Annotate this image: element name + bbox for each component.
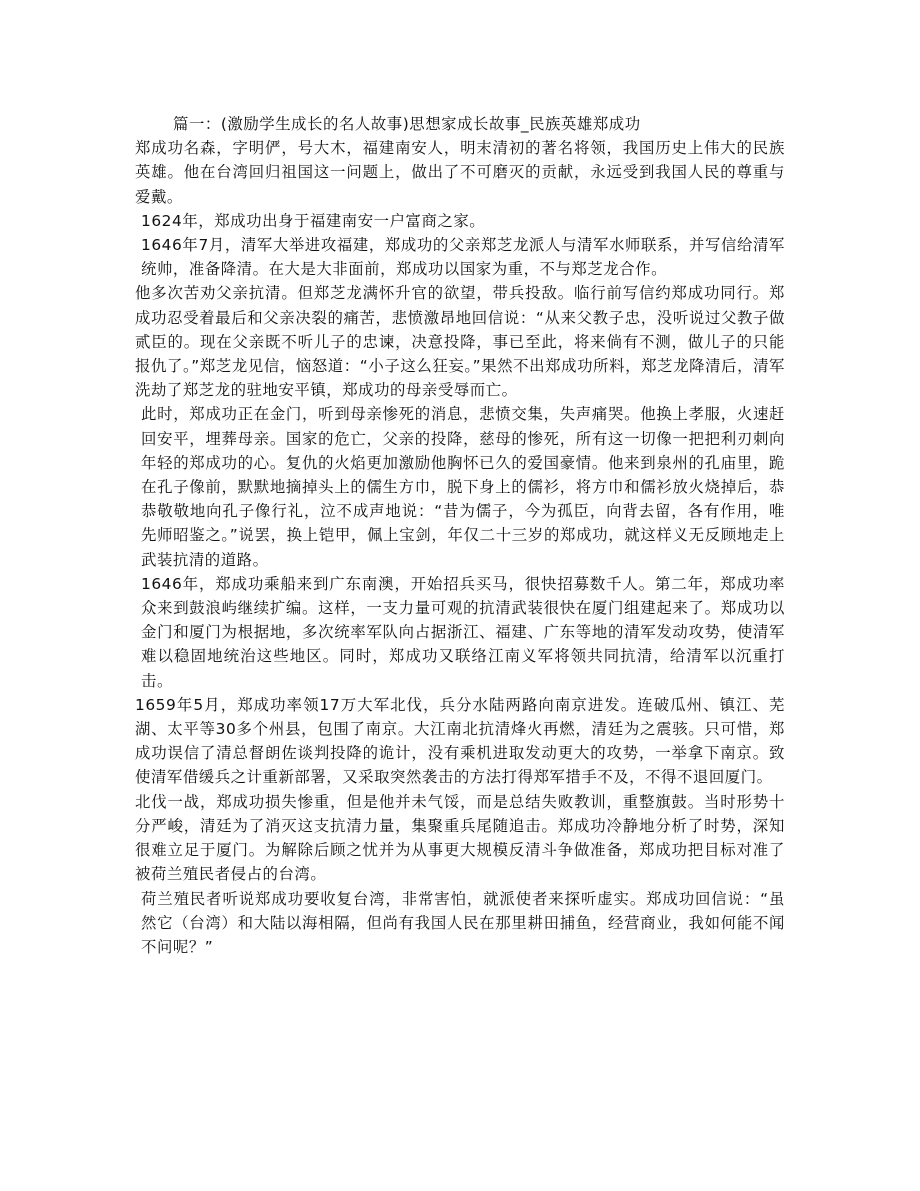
paragraph-after-defeat: 北伐一战，郑成功损失惨重，但是他并未气馁，而是总结失败教训，重整旗鼓。当时形势十分严峻，清廷为了消灭这支抗清力量，集聚重兵尾随追击。郑成功冷静地分析了时势，深知很难立足于厦门。为解除后顾之忧并为从事更大规模反清斗争做准备，郑成功把目标对准了被荷兰殖民者侵占的台湾。 xyxy=(135,792,785,884)
document-body xyxy=(135,112,785,959)
paragraph-northern-expedition: 1659年5月，郑成功率领17万大军北伐，兵分水陆两路向南京进发。连破瓜州、镇江、芜湖、太平等30多个州县，包围了南京。大江南北抗清烽火再燃，清廷为之震骇。只可惜，郑成功误信了清总督朗佐谈判投降的诡计，没有乘机进取发动更大的攻势，一举拿下南京。致使清军借缓兵之计重新部署，又采取突然袭击的方法打得郑军措手不及，不得不退回厦门。 xyxy=(135,695,785,787)
paragraph-jinmen: 此时，郑成功正在金门，听到母亲惨死的消息，悲愤交集，失声痛哭。他换上孝服，火速赶回安平，埋葬母亲。国家的危亡，父亲的投降，慈母的惨死，所有这一切像一把把利刃刺向年轻的郑成功的心。复仇的火焰更加激励他胸怀已久的爱国豪情。他来到泉州的孔庙里，跪在孔子像前，默默地摘掉头上的儒生方巾，脱下身上的儒衫，将方巾和儒衫放火烧掉后，恭恭敬敬地向孔子像行礼，泣不成声地说：“昔为儒子，今为孤臣，向背去留，各有作用，唯先师昭鉴之。”说罢，换上铠甲，佩上宝剑，年仅二十三岁的郑成功，就这样义无反顾地走上武装抗清的道路。 xyxy=(141,405,785,569)
paragraph-persuade-father: 他多次苦劝父亲抗清。但郑芝龙满怀升官的欲望，带兵投敌。临行前写信约郑成功同行。郑成功忍受着最后和父亲决裂的痛苦，悲愤激昂地回信说：“从来父教子忠，没听说过父教子做贰臣的。现在父亲既不听儿子的忠谏，决意投降，事已至此，将来倘有不测，做儿子的只能报仇了。”郑芝龙见信，恼怒道：“小子这么狂妄。”果然不出郑成功所料，郑芝龙降清后，清军洗劫了郑芝龙的驻地安平镇，郑成功的母亲受辱而亡。 xyxy=(135,284,785,400)
document-title: 篇一：(激励学生成长的名人故事)思想家成长故事_民族英雄郑成功 xyxy=(173,115,641,133)
paragraph-1646-july: 1646年7月，清军大举进攻福建，郑成功的父亲郑芝龙派人与清军水师联系，并写信给清军统帅，准备降清。在大是大非面前，郑成功以国家为重，不与郑芝龙合作。 xyxy=(141,236,785,279)
paragraph-dutch-colonists: 荷兰殖民者听说郑成功要收复台湾，非常害怕，就派使者来探听虚实。郑成功回信说：“虽然它（台湾）和大陆以海相隔，但尚有我国人民在那里耕田捕鱼，经营商业，我如何能不闻不问呢？” xyxy=(141,889,785,956)
paragraph-intro: 郑成功名森，字明俨，号大木，福建南安人，明末清初的著名将领，我国历史上伟大的民族英雄。他在台湾回归祖国这一问题上，做出了不可磨灭的贡献，永远受到我国人民的尊重与爱戴。 xyxy=(135,139,785,206)
paragraph-birth: 1624年，郑成功出身于福建南安一户富商之家。 xyxy=(141,211,486,230)
paragraph-nanao: 1646年，郑成功乘船来到广东南澳，开始招兵买马，很快招募数千人。第二年，郑成功率众来到鼓浪屿继续扩编。这样，一支力量可观的抗清武装很快在厦门组建起来了。郑成功以金门和厦门为根据地，多次统率军队向占据浙江、福建、广东等地的清军发动攻势，使清军难以稳固地统治这些地区。同时，郑成功又联络江南义军将领共同抗清，给清军以沉重打击。 xyxy=(141,574,785,690)
